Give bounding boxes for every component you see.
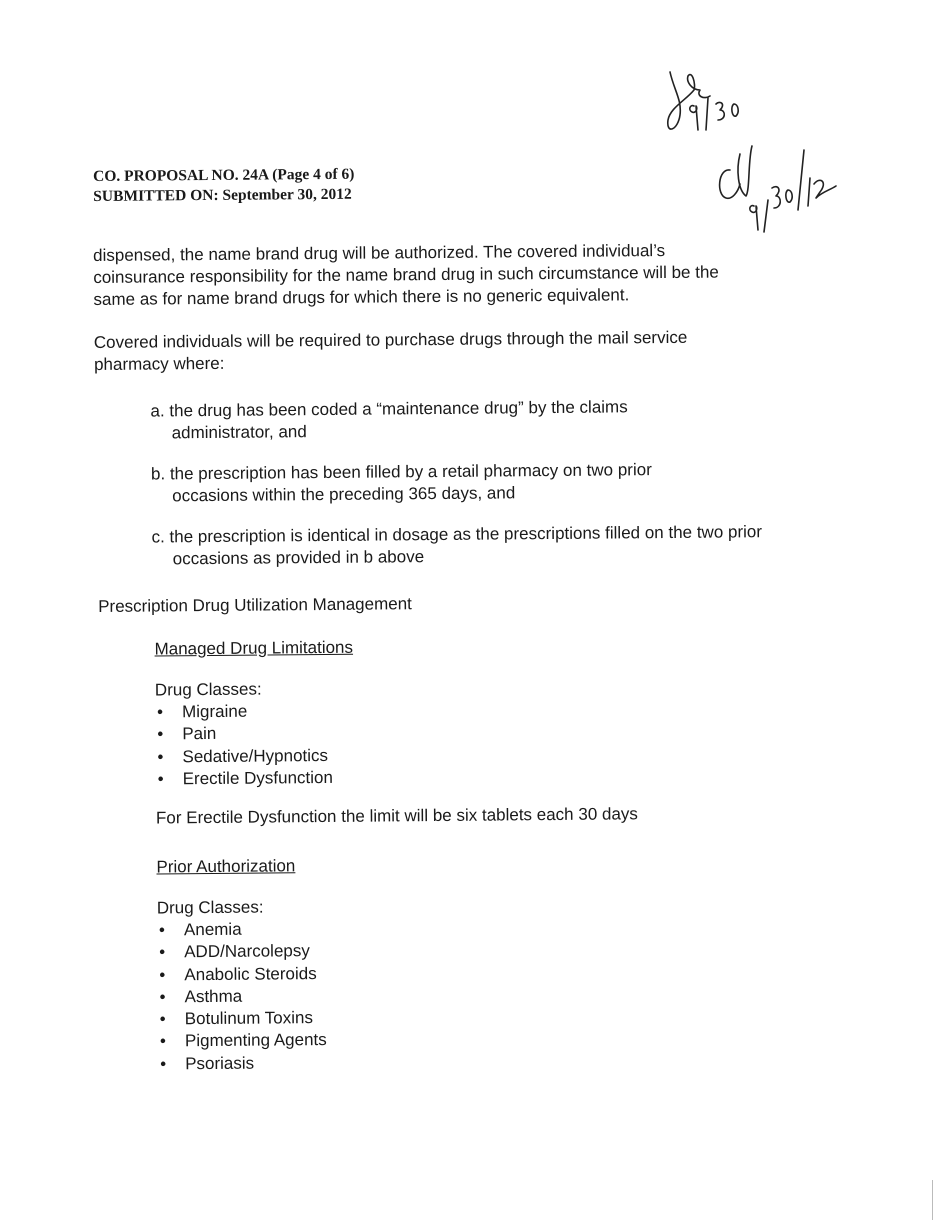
list-item: • Asthma [157, 981, 757, 1009]
document-body [93, 239, 833, 1074]
condition-item-a: a. the drug has been coded a “maintenance drug” by the claims administrator, and [150, 397, 628, 443]
drug-classes-label: Drug Classes: [156, 897, 264, 918]
bullet-icon: • [157, 724, 164, 744]
scan-margin-mark [932, 1180, 933, 1220]
paragraph-mail-service [94, 326, 794, 376]
proposal-number: CO. PROPOSAL NO. 24A (Page 4 of 6) [93, 165, 355, 185]
conditions-list [150, 394, 852, 589]
prior-auth-drug-classes-list [157, 914, 758, 1075]
list-item: • Anemia [157, 914, 757, 942]
proposal-header [93, 165, 355, 207]
bullet-icon: • [159, 987, 166, 1007]
list-item: • Botulinum Toxins [158, 1003, 758, 1031]
managed-drug-classes-list [155, 696, 756, 790]
bullet-icon: • [158, 920, 166, 940]
list-item: • Pigmenting Agents [158, 1026, 758, 1054]
list-item: • Anabolic Steroids [157, 959, 757, 987]
condition-item-b: b. the prescription has been filled by a retail pharmacy on two prior occasions within the preceding 365 days, and [150, 460, 652, 506]
section-title: Prescription Drug Utilization Management [98, 594, 412, 616]
bullet-icon: • [159, 964, 166, 985]
submitted-date: SUBMITTED ON: September 30, 2012 [93, 185, 352, 205]
bullet-icon: • [159, 1031, 166, 1051]
managed-drug-limitations-section [154, 633, 756, 829]
list-item: • Sedative/Hypnotics [155, 741, 755, 769]
list-item: • Erectile Dysfunction [156, 763, 756, 791]
condition-item-c: c. the prescription is identical in dosage as the prescriptions filled on the two prior occasions as provided in b above [151, 522, 763, 569]
bullet-icon: • [157, 769, 164, 789]
managed-drug-limitations-heading: Managed Drug Limitations [154, 637, 354, 659]
initials-signature-image [660, 60, 860, 240]
list-item: • Migraine [155, 696, 755, 724]
handwritten-initials [660, 60, 860, 240]
paragraph-line: Covered individuals will be required to purchase drugs through the mail service [93, 327, 688, 352]
paragraph-line: pharmacy where: [93, 353, 225, 374]
paragraph-coinsurance [93, 239, 794, 311]
paragraph-line: same as for name brand drugs for which there is no generic equivalent. [93, 285, 630, 309]
list-item: • Pain [155, 719, 755, 747]
bullet-icon: • [157, 746, 164, 767]
paragraph-line: coinsurance responsibility for the name brand drug in such circumstance will be the [93, 262, 719, 287]
bullet-icon: • [160, 1054, 167, 1074]
list-item: • Psoriasis [158, 1048, 758, 1076]
drug-classes-label: Drug Classes: [154, 679, 262, 700]
list-item: • ADD/Narcolepsy [157, 937, 757, 965]
erectile-dysfunction-limit-note: For Erectile Dysfunction the limit will be six tablets each 30 days [155, 804, 638, 828]
prior-authorization-section [156, 851, 758, 1075]
bullet-icon: • [159, 942, 166, 962]
paragraph-line: dispensed, the name brand drug will be authorized. The covered individual’s [93, 241, 666, 265]
bullet-icon: • [156, 702, 164, 722]
bullet-icon: • [159, 1009, 166, 1029]
prior-authorization-heading: Prior Authorization [156, 856, 296, 877]
